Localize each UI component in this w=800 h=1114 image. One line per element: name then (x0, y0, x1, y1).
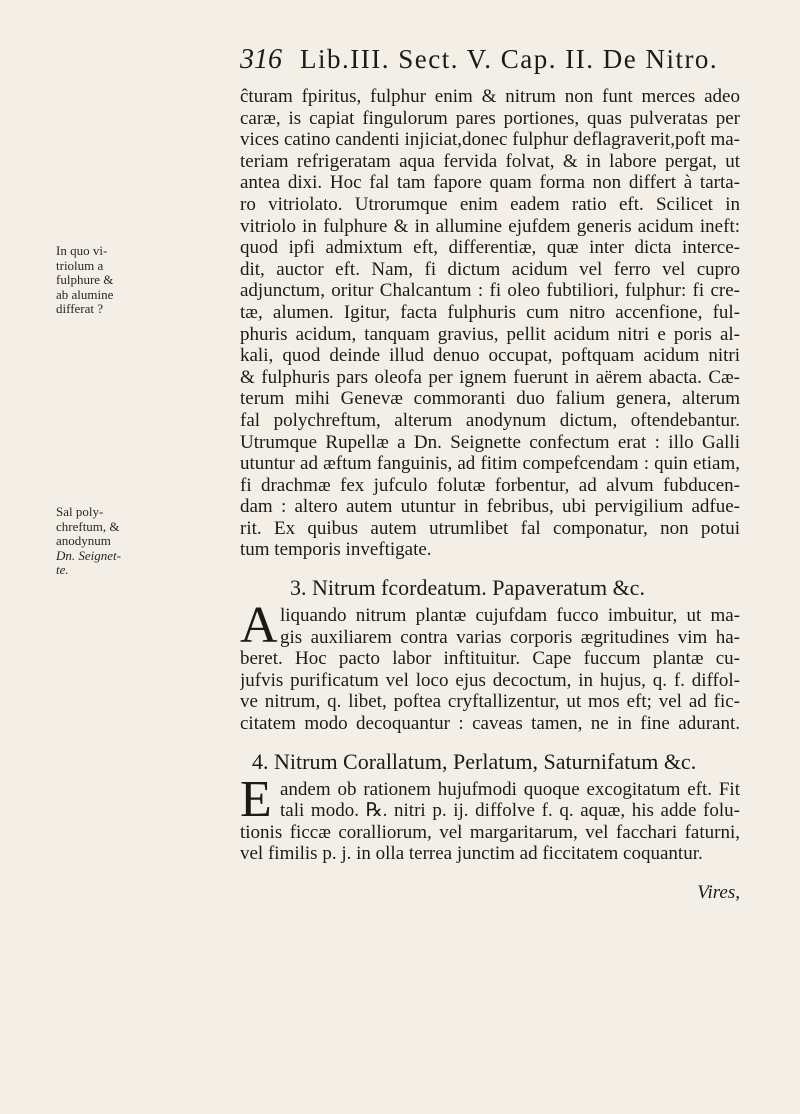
text-line: andem ob rationem hujufmodi quoque excogitatum eft. Fit (280, 778, 740, 800)
text-line: utuntur ad æftum fanguinis, ad fitim compefcendam : quin etiam, (240, 453, 740, 475)
text-line: caræ, is capiat fingulorum pares portiones, quas pulveratas per (240, 107, 740, 129)
paragraph-3 (240, 770, 740, 865)
drop-cap: E (240, 770, 272, 828)
text-line: adjunctum, oritur Chalcantum : fi oleo fubtiliori, fulphur: fi cre- (240, 280, 740, 302)
margin-note-vitriolum: In quo vi- triolum a fulphure & ab alumine differat ? (56, 243, 114, 316)
text-line: gis auxiliarem contra varias corporis ægritudines vim ha- (280, 626, 740, 648)
text-line: ro vitriolato. Utrorumque enim eadem ratio eft. Scilicet in (240, 193, 740, 215)
text-line: tum temporis inveftigate. (240, 539, 432, 561)
running-head: Lib.III. Sect. V. Cap. II. De Nitro. (300, 44, 719, 74)
page-number: 316 (240, 44, 282, 75)
paragraph-1 (240, 86, 740, 561)
text-line: vices catino candenti injiciat,donec fulphur deflagraverit,poft ma- (240, 129, 740, 151)
text-line: quod ipfi admixtum eft, differentiæ, quæ inter dicta interce- (240, 237, 740, 259)
text-line: beret. Hoc pacto labor inftituitur. Cape fuccum plantæ cu- (240, 648, 740, 670)
text-line: phuris acidum, tanquam gravius, pellit acidum nitri e poris al- (240, 323, 740, 345)
section-heading-3: 3. Nitrum fcordeatum. Papaveratum &c. (290, 575, 645, 601)
text-line: dam : altero autem utuntur in febribus, ubi pervigilium adfue- (240, 496, 740, 518)
section-heading-4: 4. Nitrum Corallatum, Perlatum, Saturnifatum &c. (252, 748, 697, 774)
text-line: vitriolo in fulphure & in allumine ejufdem generis acidum ineft: (240, 215, 740, 237)
text-line: rit. Ex quibus autem utrumlibet fal componatur, non potui (240, 517, 740, 539)
text-line: fal polychreftum, alterum anodynum dictum, oftendebantur. (240, 409, 740, 431)
text-line: dit, auctor eft. Nam, fi dictum acidum vel ferro vel cupro (240, 258, 740, 280)
text-line: teriam refrigeratam aqua fervida folvat, & in labore pergat, ut (240, 150, 740, 172)
text-line: ĉturam fpiritus, fulphur enim & nitrum non funt merces adeo (240, 86, 740, 107)
text-line: vel fimilis p. j. in olla terrea junctim ad ficcitatem coquantur. (240, 843, 703, 865)
text-line: jufvis purificatum vel loco ejus decoctum, in hujus, q. f. diffol- (240, 669, 740, 691)
text-line: liquando nitrum plantæ cujufdam fucco imbuitur, ut ma- (280, 605, 740, 627)
catchword: Vires, (697, 882, 740, 903)
text-line: ve nitrum, q. libet, poftea cryftallizentur, ut mos eft; vel ad fic- (240, 691, 740, 713)
drop-cap: A (240, 597, 278, 655)
text-line: Utrumque Rupellæ a Dn. Seignette confectum erat : illo Galli (240, 431, 740, 453)
text-line: antea dixi. Hoc fal tam fapore quam forma non differt à tarta- (240, 172, 740, 194)
text-line: citatem modo decoquantur : caveas tamen, ne in fine adurant. (240, 713, 740, 735)
text-line: tionis ficcæ coralliorum, vel margaritarum, vel facchari faturni, (240, 821, 740, 843)
text-line: tali modo. ℞. nitri p. ij. diffolve f. q. aquæ, his adde folu- (280, 800, 740, 822)
text-line: terum mihi Genevæ commoranti duo falium genera, alterum (240, 388, 740, 410)
text-line: tæ, alumen. Igitur, facta fulphuris cum nitro accenfione, ful- (240, 301, 740, 323)
page-header (240, 44, 740, 80)
paragraph-2 (240, 597, 740, 735)
text-line: & fulphuris pars oleofa per ignem fuerunt in aërem abacta. Cæ- (240, 366, 740, 388)
margin-note-sal-polychrestum: Sal poly- chreftum, & anodynum Dn. Seignet- te. (56, 504, 121, 577)
text-line: fi drachmæ fex jufculo folutæ forbentur, ad alvum fubducen- (240, 474, 740, 496)
text-line: kali, quod deinde illud denuo occupat, poftquam acidum nitri (240, 345, 740, 367)
main-text (240, 86, 740, 905)
